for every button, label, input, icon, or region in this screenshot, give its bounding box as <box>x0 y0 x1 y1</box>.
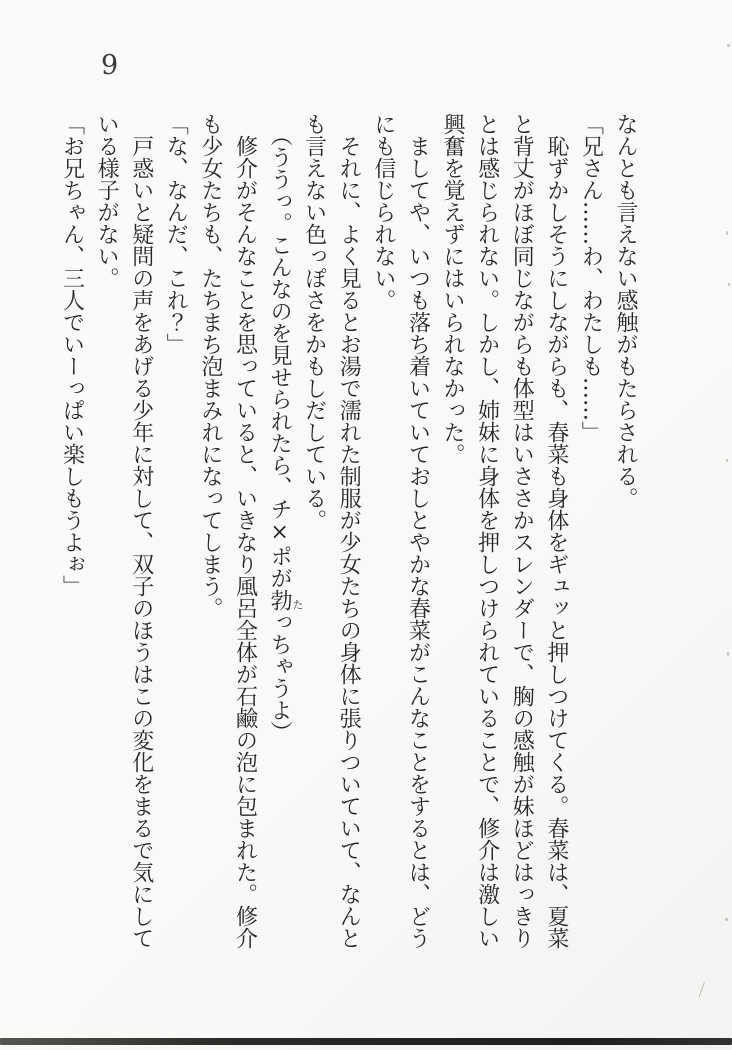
page-number: 9 <box>101 50 119 81</box>
text-line: も少女たちも、たちまち泡まみれになってしまう。 <box>197 113 223 619</box>
text-line: ましてや、いつも落ち着いていておしとやかな春菜がこんなことをするとは、どう <box>405 113 431 949</box>
text-line: いる様子がない。 <box>94 113 120 289</box>
scan-speck <box>727 44 730 47</box>
scan-speck <box>727 652 729 656</box>
scan-speck <box>725 918 728 921</box>
scan-speck <box>726 231 728 235</box>
text-line: 「兄さん……わ、わたしも……」 <box>578 113 604 443</box>
text-line: 興奮を覚えずにはいられなかった。 <box>440 113 466 465</box>
scan-artifact-mark <box>699 982 715 1001</box>
text-line: 「お兄ちゃん、三人でいーっぱい楽しもうよぉ」 <box>59 113 85 597</box>
text-block <box>52 113 642 953</box>
scan-speck <box>726 459 728 462</box>
text-line: 戸惑いと疑問の声をあげる少年に対して、双子のほうはこの変化をまるで気にして <box>128 113 154 949</box>
text-line: それに、よく見るとお湯で濡れた制服が少女たちの身体に張りついていて、なんと <box>336 113 362 949</box>
scan-speck <box>728 283 730 286</box>
text-line: （ううっ。こんなのを見せられたら、チ×ポが勃っちゃうよ） <box>267 113 293 743</box>
text-line: にも信じられない。 <box>370 113 396 311</box>
text-line: 恥ずかしそうにしながらも、春菜も身体をギュッと押しつけてくる。春菜は、夏菜 <box>543 113 569 949</box>
scan-edge-line <box>0 1038 732 1045</box>
text-line: と背丈がほぼ同じながらも体型はいささかスレンダーで、胸の感触が妹ほどはっきり <box>509 113 535 949</box>
text-line: なんとも言えない感触がもたらされる。 <box>613 113 638 509</box>
text-line: 「な、なんだ、これ？」 <box>163 113 189 355</box>
text-line: 修介がそんなことを思っていると、いきなり風呂全体が石鹼の泡に包まれた。修介 <box>232 113 258 949</box>
text-line: とは感じられない。しかし、姉妹に身体を押しつけられていることで、修介は激しい <box>474 113 500 949</box>
furigana-annotation: た <box>291 599 304 610</box>
text-line: も言えない色っぽさをかもしだしている。 <box>301 113 327 531</box>
